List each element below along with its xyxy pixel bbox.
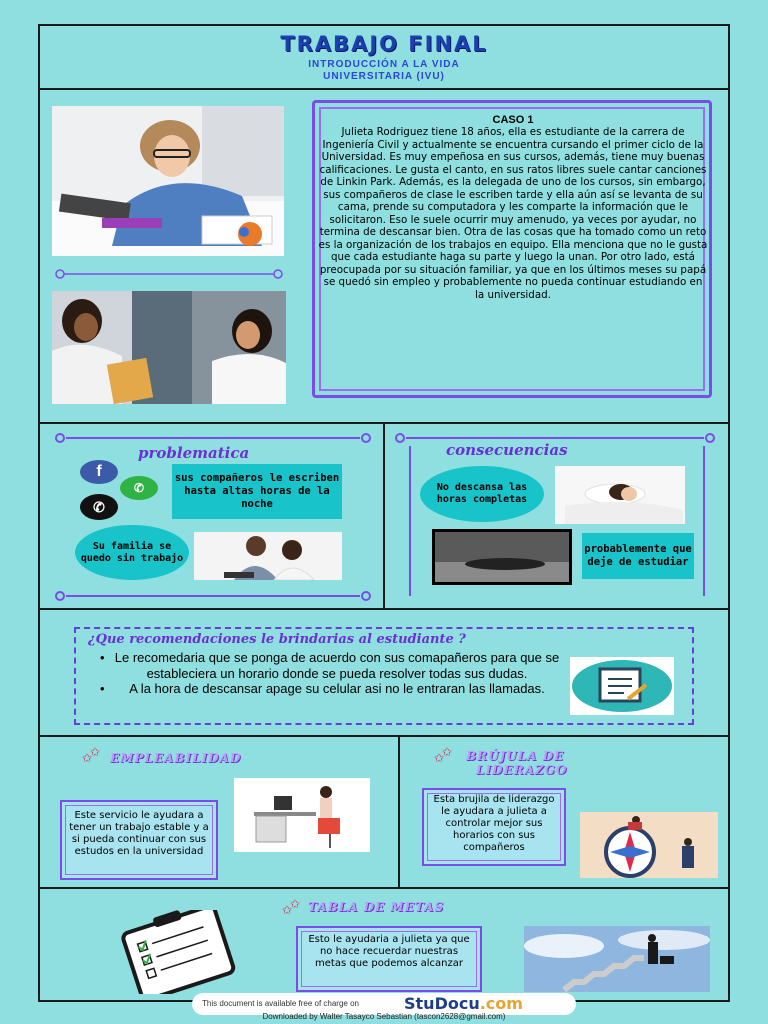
- students-talking-photo: [52, 291, 286, 404]
- problematica-heading: problematica: [138, 444, 250, 462]
- lying-person-photo: [432, 529, 572, 585]
- recommendations-heading: ¿Que recomendaciones le brindarias al estudiante ?: [88, 632, 466, 647]
- star-icon: ✩: [90, 745, 101, 759]
- ornament-divider-icon: [52, 590, 374, 602]
- divider: [38, 887, 730, 889]
- star-icon: ✩: [82, 751, 93, 765]
- consecuencias-heading: consecuencias: [446, 441, 568, 459]
- star-icon: ✩: [442, 745, 453, 759]
- metas-text: Esto le ayudaria a julieta ya que no hace recuerdar nuestras metas que podemos alcanzar: [308, 934, 470, 969]
- studocu-logo[interactable]: [404, 994, 523, 1013]
- compass-leadership-photo: [580, 812, 718, 878]
- phone-icon: ✆: [80, 494, 118, 520]
- page-title: TRABAJO FINAL: [280, 32, 488, 56]
- brujula-heading: LIDERAZGO: [476, 763, 568, 777]
- divider: [383, 422, 385, 608]
- star-icon: ✩: [282, 903, 293, 917]
- problematica-oval: Su familia se quedo sin trabajo: [75, 525, 189, 580]
- brujula-text: Esta brujila de liderazgo le ayudara a julieta a controlar mejor sus horarios con sus compañeros: [433, 794, 555, 853]
- problematica-box: sus compañeros le escriben hasta altas horas de la noche: [172, 464, 342, 519]
- sleeping-woman-photo: [555, 466, 685, 524]
- checklist-clipboard-icon: [104, 910, 252, 994]
- divider: [38, 88, 730, 90]
- divider: [38, 608, 730, 610]
- divider: [38, 735, 730, 737]
- list-item: • Le recomedaria que se ponga de acuerdo con sus comapañeros para que se estableciera un horario donde se pueda resolver todas sus dudas.: [100, 650, 560, 681]
- download-credit: Downloaded by Walter Tasayco Sebastian (tascon2628@gmail.com): [262, 1012, 506, 1021]
- office-worker-photo: [234, 778, 370, 852]
- logo-suffix: .com: [479, 994, 523, 1013]
- list-item: • A la hora de descansar apage su celular asi no le entraran las llamadas.: [100, 681, 560, 697]
- case-description: Julieta Rodriguez tiene 18 años, ella es estudiante de la carrera de Ingeniería Civil y actualmente se encuentra cursando el primer ciclo de la Universidad. Es muy empeñosa en sus cursos, además, tiene muy buenas calificaciones. Le gusta el canto, en sus ratos libres suele cantar canciones de Linkin Park. Además, es la delegada de uno de los cursos, sin embargo, sus compañeros de clase le escriben tarde y ella aún así se levanta de su cama, prende su computadora y les comparte la información que le solicitaron. Eso le suele ocurrir muy amenudo, ya veces por ayudar, no termina de descansar bien. Otra de las cosas que ha tomado como un reto es la organización de los trabajos en equipo. Ella menciona que no le gusta que cada estudiante haga su parte y luego la unan. Por otro lado, está preocupada por su situación familiar, ya que en los últimos meses su papá se quedó sin empleo y probablemente no pueda continuar estudiando en la universidad.: [318, 126, 708, 301]
- ornament-divider-icon: [52, 432, 374, 444]
- brujula-heading: BRÚJULA DE: [466, 749, 565, 763]
- footer-note: This document is available free of charge on: [202, 999, 359, 1008]
- recommendations-list: [100, 650, 560, 697]
- case-title: CASO 1: [492, 114, 534, 126]
- divider: [398, 735, 400, 887]
- facebook-icon: f: [80, 460, 118, 484]
- clipboard-icon: [570, 657, 674, 715]
- ornament-divider-icon: [700, 446, 708, 596]
- consecuencias-box: probablemente que deje de estudiar: [582, 533, 694, 579]
- stairs-goals-photo: [524, 926, 710, 992]
- empleabilidad-heading: EMPLEABILIDAD: [110, 751, 242, 765]
- worried-couple-photo: [194, 532, 342, 580]
- student-studying-photo: [52, 106, 284, 256]
- page-subtitle: INTRODUCCIÓN A LA VIDA: [308, 59, 460, 70]
- logo-main: StuDocu: [404, 994, 480, 1013]
- metas-heading: TABLA DE METAS: [308, 900, 445, 914]
- star-icon: ✩: [290, 897, 301, 911]
- page-subtitle: UNIVERSITARIA (IVU): [323, 71, 445, 82]
- consecuencias-oval: No descansa las horas completas: [420, 466, 544, 522]
- ornament-divider-icon: [406, 446, 414, 596]
- ornament-divider-icon: [52, 266, 286, 282]
- star-icon: ✩: [434, 751, 445, 765]
- empleabilidad-text: Este servicio le ayudara a tener un trabajo estable y a si pueda continuar con sus estudos en la universidad: [69, 810, 209, 857]
- whatsapp-icon: ✆: [120, 476, 158, 500]
